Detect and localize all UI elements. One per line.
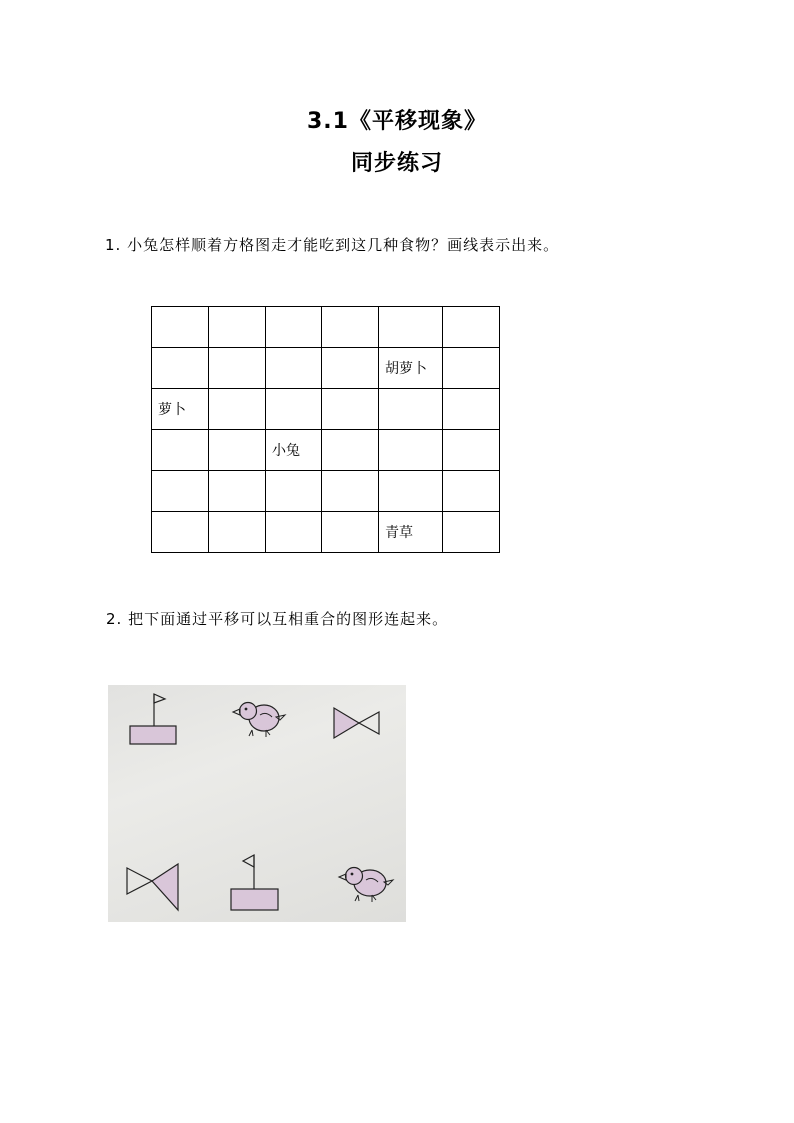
grid-cell (209, 307, 266, 348)
grid-cell (266, 348, 322, 389)
chick-icon (339, 868, 393, 903)
page-subtitle: 同步练习 (350, 151, 443, 176)
grid-cell (322, 471, 379, 512)
flag-box-icon (231, 855, 278, 910)
grid-row (152, 512, 500, 553)
grid-cell (152, 512, 209, 553)
grid-cell (209, 389, 266, 430)
translation-figures-photo (108, 685, 406, 922)
grid-cell (266, 471, 322, 512)
grid-cell-carrot: 胡萝卜 (379, 348, 443, 389)
grid-cell (266, 512, 322, 553)
grid-cell (266, 307, 322, 348)
grid-cell (379, 389, 443, 430)
grid-cell (443, 389, 500, 430)
grid-cell (379, 307, 443, 348)
bowtie-icon (334, 708, 379, 738)
grid-row (152, 348, 500, 389)
grid-cell (152, 430, 209, 471)
question-2: 2. 把下面通过平移可以互相重合的图形连起来。 (106, 610, 449, 628)
grid-cell (379, 430, 443, 471)
grid-row (152, 389, 500, 430)
grid-cell (322, 512, 379, 553)
grid-cell-grass: 青草 (379, 512, 443, 553)
figures-canvas (108, 685, 406, 922)
grid-cell (322, 348, 379, 389)
flag-box-icon (130, 694, 176, 744)
grid-cell (443, 348, 500, 389)
grid-cell (322, 430, 379, 471)
grid-cell (443, 307, 500, 348)
rabbit-grid (151, 306, 500, 553)
grid-cell (152, 471, 209, 512)
grid-cell (209, 512, 266, 553)
page-title: 3.1《平移现象》 (307, 109, 487, 134)
grid-cell (443, 430, 500, 471)
grid-cell (379, 471, 443, 512)
grid-cell (209, 348, 266, 389)
grid-row (152, 430, 500, 471)
grid-row (152, 471, 500, 512)
question-1: 1. 小兔怎样顺着方格图走才能吃到这几种食物？画线表示出来。 (105, 236, 560, 254)
grid-cell (209, 471, 266, 512)
grid-cell (322, 307, 379, 348)
grid-cell (443, 512, 500, 553)
grid-cell (152, 348, 209, 389)
grid-cell (443, 471, 500, 512)
chick-icon (233, 703, 285, 738)
grid-cell (152, 307, 209, 348)
grid-cell-radish: 萝卜 (152, 389, 209, 430)
grid-cell (266, 389, 322, 430)
grid-cell (322, 389, 379, 430)
grid-row (152, 307, 500, 348)
grid-cell (209, 430, 266, 471)
grid-cell-rabbit: 小兔 (266, 430, 322, 471)
bowtie-icon (127, 864, 178, 910)
